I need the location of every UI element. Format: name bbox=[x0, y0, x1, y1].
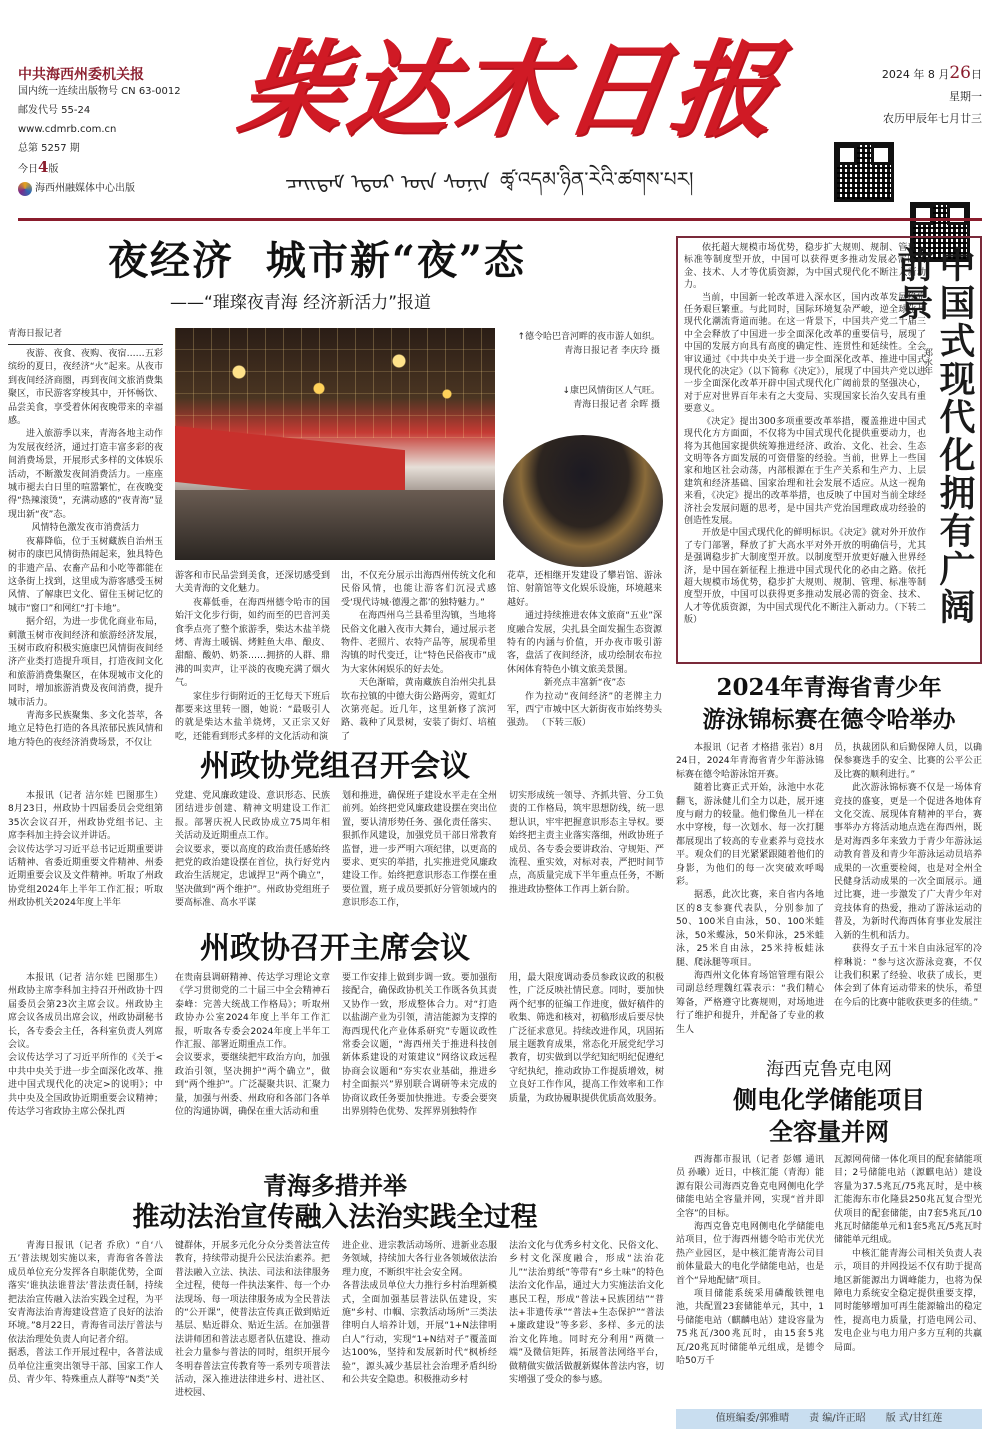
energy-kicker: 海西克鲁克电网 bbox=[766, 1059, 892, 1080]
date-prefix: 2024 年 8 月 bbox=[881, 68, 950, 81]
paragraph: 随着比赛正式开始，泳池中水花翻飞，游泳健儿们全力以赴，展开速度与耐力的较量。他们像鱼儿一样在水中穿梭，每一次划水、每一次打腿都展现出了较高的专业素养与竞技水平。观众们的目光紧紧跟随着他们的身影，为他们的每一次突破欢呼喝彩。 bbox=[676, 783, 824, 888]
paragraph: 进入旅游季以来，青海各地主动作为发展夜经济，通过打造丰富多彩的夜间消费场景，开展形式多样的文体娱乐活动，不断激发夜间消费活力。一座座城市褪去白日里的喧嚣繁忙，在夜晚变得“热辣滚烫”，充满动感的“夜青海”显现出新“夜”态。 bbox=[8, 429, 163, 520]
section-subhead: 新亮点丰富新“夜”态 bbox=[543, 678, 626, 689]
paragraph: 瓦源网荷储一体化项目的配套储能项目；2号储能电站（源麒电站）建设容量为37.5兆瓦/75兆瓦时，是中核汇能海东市化隆县250兆瓦复合型光伏项目的配套储能，由7套5兆瓦/10兆瓦时储能单元和1套5兆瓦/5兆瓦时储能单元组成。 bbox=[834, 1155, 982, 1246]
commentary-body bbox=[684, 242, 926, 627]
paragraph: 夜幕降临，位于玉树藏族自治州玉树市的康巴风情街热闹起来，独具特色的非遗产品、农畜产品和小吃等都能在这条街上找到，这里成为游客感受玉树风情、了解康巴文化、留住玉树记忆的城市“窗口”和网红“打卡地”。 bbox=[8, 536, 163, 614]
publisher-logo-icon bbox=[18, 182, 32, 196]
lead-byline: 青海日报记者 bbox=[8, 328, 163, 345]
paragraph: 在海西州乌兰县希里沟镇，当地将民俗文化融入夜市大舞台，通过展示老物件、老照片、农特产品等，展现希里沟镇的时代变迁，让“特色民俗夜市”成为大家休闲娱乐的好去处。 bbox=[341, 611, 496, 675]
lunar-date: 农历甲辰年七月廿三 bbox=[883, 112, 982, 125]
energy-col-1 bbox=[676, 1154, 824, 1369]
issue-number: 总第 5257 期 bbox=[18, 143, 80, 154]
lead-col-2 bbox=[175, 570, 330, 744]
editor-credits-bar bbox=[676, 1409, 982, 1429]
crowd bbox=[175, 490, 495, 560]
pages-prefix: 今日 bbox=[18, 164, 38, 175]
article-column: 用，最大限度调动委员参政议政的积极性，广泛反映社情民意。同时，要加快两个纪事的征编工作进度，做好稿件的收集、筛选和核对，初稿形成后要尽快广泛征求意见。持续改进作风，巩固拓展主题教育成果，常态化开展党纪学习教育，切实做到以学纪知纪明纪促遵纪守纪执纪，推动政协工作提质增效，树立良好工作作风，提高工作效率和工作质量，为政协履职提供优质高效服务。 bbox=[509, 973, 664, 1104]
swim-headline bbox=[676, 672, 982, 736]
article-column: 要工作安排上做到步调一致。要加强衔接配合，确保政协机关工作既各负其责又协作一致，形成整体合力。对“打造以盐湖产业为引领，清洁能源为支撑的海西现代化产业体系研究”专题议政性常委会议题，“海西州关于推进科技创新体系建设的对策建议”网络议政远程协商会议题和“夯实农业基础，推进乡村全面振兴”界别联合调研等未完成的协商议政任务要加快推进。专委会要突出界别特色优势、发挥界别独特作 bbox=[342, 973, 497, 1118]
paragraph: 据悉，此次比赛，来自省内各地区的8支参赛代表队，分别参加了50、100米自由泳，50、100米蛙泳，50米蝶泳，50米仰泳，25米蛙泳，25米自由泳，25米持板蛙泳腿、爬泳腿等项目。 bbox=[676, 890, 824, 968]
swim-col-1 bbox=[676, 742, 824, 1037]
paragraph: 当前，中国新一轮改革进入深水区，国内改革发展稳定任务艰巨繁重。与此同时，国际环境复杂严峻，逆全球化与现代化潮流背道而驰。在这一背景下，中国共产党二十届三中全会释放了中国进一步全面深化改革的重要信号，展现了中国的发展方向具有高度的确定性、连贯性和延续性。全会审议通过《中共中央关于进一步全面深化改革、推进中国式现代化的决定》（以下简称《决定》），展现了中国共产党以进一步全面深化改革开辟中国式现代化广阔前景的坚强决心，对于应对世界百年未有之大变局、实现国家长治久安具有重要意义。 bbox=[684, 292, 926, 415]
party-organ-label: 中共海西州委机关报 bbox=[18, 67, 144, 83]
article-column: 青海日报讯（记者 乔欣）“自‘八五’普法规划实施以来，青海省各普法成员单位充分发挥各自职能优势，全面落实‘谁执法谁普法’普法责任制，持续把法治宣传融入法治实践全过程，为平安青海法治青海建设营造了良好的法治环境。”8月22日，青海省司法厅普法与依法治理处负责人向记者介绍。 据悉，普法工作开展过程中，各普法成员单位注重突出领导干部、国家工作人员、青少年、特殊重点人群等“N类”关 bbox=[8, 1241, 163, 1386]
photo-caption-2 bbox=[500, 384, 660, 412]
commentary-title: 中国式现代化拥有广阔前景 bbox=[892, 246, 976, 626]
headline-line: 2024年青海省青少年 bbox=[716, 674, 942, 701]
paragraph: 依托超大规模市场优势，稳步扩大规则、规制、管理、标准等制度型开放，中国可以获得更多推动发展必需的资金、技术、人才等优质资源，为中国式现代化不断注入新动力。 bbox=[684, 243, 926, 291]
energy-headline bbox=[676, 1084, 982, 1148]
paragraph: 出，不仅充分展示出海西州传统文化和民俗风情，也能让游客们沉浸式感受‘现代诗城·德漫之都’的独特魅力。” bbox=[341, 571, 496, 608]
paragraph: 游客和市民品尝到美食，还深切感受到大美青海的文化魅力。 bbox=[175, 571, 330, 595]
legal-body bbox=[8, 1240, 664, 1401]
publisher-name: 海西州融媒体中心出版 bbox=[35, 183, 135, 194]
pages-suffix: 版 bbox=[48, 164, 59, 175]
issue-date bbox=[882, 62, 982, 86]
lead-subheadline: ——“璀璨夜青海 经济新活力”报道 bbox=[170, 293, 432, 313]
duty-editor: 值班编委/郭雅晴 bbox=[715, 1413, 790, 1424]
cppcc-party-body bbox=[8, 790, 664, 911]
paragraph: 此次游泳锦标赛不仅是一场体育竞技的盛宴，更是一个促进各地体育文化交流、展现体育精神的平台，赛事举办方将活动地点选在海西州，既是对海西多年来致力于青少年游泳运动教育普及和青少年游泳运动员培养成果的一次重要检阅，也是对全州全民健身活动成果的一次全面展示。通过比赛，进一步激发了广大青少年对竞技体育的热爱，推动了游泳运动的普及，为新时代海西体育事业发展注入新的生机和活力。 bbox=[834, 783, 982, 941]
paragraph: 花草，还相继开发建设了攀岩馆、游泳馆、射箭馆等文化娱乐设施，环境越来越好。 bbox=[507, 571, 662, 608]
section-subhead: 风情特色激发夜市消费活力 bbox=[31, 523, 140, 534]
pages-today bbox=[18, 158, 181, 179]
energy-col-2 bbox=[834, 1154, 982, 1355]
weekday: 星期一 bbox=[949, 90, 982, 103]
website-link[interactable]: www.cdmrb.com.cn bbox=[18, 124, 117, 135]
paragraph: 开放是中国式现代化的鲜明标识。《决定》就对外开放作了专门部署，释放了扩大高水平对外开放的明确信号，尤其是强调稳步扩大制度型开放。以制度型开放更好融入世界经济，是中国在新征程上推进中国式现代化的必由之路。依托超大规模市场优势，稳步扩大规则、规制、管理、标准等制度型开放，中国可以获得更多推动发展必需的资金、技术、人才等优质资源，为中国式现代化不断注入新动力。（下转二版） bbox=[684, 528, 926, 626]
paragraph: 通过持续推进农体文旅商“五业”深度融合发展，尖扎县全面发掘生态资源特有的内涵与价值，开办夜市吸引游客，盘活了夜间经济，成功绘制农布拉休闲体育特色小镇文旅美景图。 bbox=[507, 611, 662, 675]
masthead-rule bbox=[18, 218, 982, 221]
paragraph: 中核汇能青海公司相关负责人表示，项目的并网投运不仅有助于提高地区新能源出力调峰能力，也将为保障电力系统安全稳定提供重要支撑，同时能够增加可再生能源输出的稳定性，提高电力质量，打造电网公司、发电企业与电力用户多方互利的共赢局面。 bbox=[834, 1248, 982, 1353]
cppcc-chair-headline: 州政协召开主席会议 bbox=[200, 931, 470, 966]
qr-code-icon[interactable] bbox=[834, 142, 894, 202]
issn-number: 国内统一连续出版物号 CN 63-0012 bbox=[18, 86, 181, 97]
paragraph: 作为拉动“夜间经济”的老牌主力军，西宁市城中区大新街夜市始终势头强劲。 （下转三版） bbox=[507, 691, 662, 729]
article-column: 本报讯（记者 洁尔娃 巴图那生）8月23日，州政协十四届委员会党组第35次会议召开，州政协党组书记、主席李科加主持会议并讲话。 会议传达学习习近平总书记近期重要讲话精神、省委近期重要文件精神、州委近期重要会议及文件精神。听取了州政协党组2024年上半年工作汇报；听取州政协机关2024年度上半年 bbox=[8, 791, 163, 909]
layout-designer: 版 式/甘红莲 bbox=[885, 1413, 943, 1424]
article-column: 本报讯（记者 洁尔娃 巴图那生）州政协主席李科加主持召开州政协十四届委员会第23次主席会议。州政协主席会议各成员出席会议，州政协副秘书长，各专委会主任，各科室负责人列席会议。 会议传达学习了习近平所作的《关于<中共中央关于进一步全面深化改革、推进中国式现代化的决定>的说明》；中共中央及全国政协近期重要会议精神；传达学习省政协主席公保扎西 bbox=[8, 973, 163, 1118]
caption-credit: 青海日报记者 余晖 摄 bbox=[573, 400, 660, 410]
paragraph: 家住步行街附近的王忆每天下班后都要来这里转一圈，她说：“最吸引人的就是柴达木盐羊烧烤，又正宗又好吃，还能看到形式多样的文化活动和演 bbox=[175, 691, 330, 742]
article-column: 进企业、进宗教活动场所、进新业态服务领域，持续加大各行业各领域依法治理力度，不断织牢社会安全网。 各普法成员单位大力推行乡村治理新模式，全面加强基层普法队伍建设，实施“乡村、巾帼、宗教活动场所”三类法律明白人培养计划，开展“1+N法律明白人”行动，实现“1+N结对子”覆盖面达100%，坚持和发展新时代“枫桥经验”，源头减少基层社会治理矛盾纠纷和公共安全隐患。积极推动乡村 bbox=[342, 1241, 497, 1386]
headline-line: 侧电化学储能项目 bbox=[733, 1085, 925, 1114]
cppcc-chair-body bbox=[8, 972, 664, 1119]
caption-text: ↑德令哈巴音河畔的夜市游人如织。 bbox=[517, 332, 660, 342]
article-column: 党建、党风廉政建设、意识形态、民族团结进步创建、精神文明建设工作汇报。部署庆祝人民政协成立75周年相关活动及近期重点工作。 会议要求，要以高度的政治责任感始终把党的政治建设摆在首位，执行好党内政治生活规定，忠诚捍卫“两个确立”，坚决做到“两个维护”。州政协党组班子要高标准、高水平谋 bbox=[175, 791, 330, 909]
article-column: 键群体，开展多元化分众分类普法宣传教育，持续带动提升公民法治素养。把普法融入立法、执法、司法和法律服务全过程，使每一件执法案件、每一个办法现场、每一项法律服务成为全民普法的“公开课”，使普法宣传真正做到贴近基层、贴近群众、贴近生活。在加强普法讲师团和普法志愿者队伍建设、推动社会力量参与普法的同时，组织开展今冬明春普法宣传教育等一系列专项普法活动，深入推进法律进乡村、进社区、进校园、 bbox=[175, 1241, 330, 1399]
commentary-author: 郑永年 bbox=[922, 348, 932, 375]
paragraph: 据介绍，为进一步优化商业布局，刺激玉树市夜间经济和旅游经济发展，玉树市政府积极实施康巴风情街夜间经济产业类打造提升项目，打造夜间文化和旅游消费集聚区，在体现城市文化的同时，增加旅游消费及夜间消费，提升城市活力。 bbox=[8, 617, 163, 708]
paragraph: 本报讯（记者 才格措 张岩）8月24日，2024年青海省青少年游泳锦标赛在德令哈游泳馆开赛。 bbox=[676, 743, 824, 780]
article-column: 法治文化与优秀乡村文化、民俗文化、乡村文化深度融合，形成“法治花儿”“法治剪纸”等带有“乡土味”的特色法治文化作品，通过大力实施法治文化惠民工程，形成“普法+民族团结”“普法+非遗传承”“普法+生态保护”“普法+廉政建设”等多彩、多样、多元的法治文化阵地。同时充分利用“两微一端”及微信矩阵，拓展普法网络平台，做精做实做活做靓新媒体普法内容，切实增强了受众的参与感。 bbox=[509, 1241, 664, 1386]
article-column: 在贵南县调研精神、传达学习理论文章《学习贯彻党的二十届三中全会精神石泰峰：完善大统战工作格局》；听取州政协办公室2024年度上半年工作汇报，听取各专委会2024年度上半年工作汇报、部署近期重点工作。 会议要求，要继续把牢政治方向，加强政治引领，坚决拥护“两个确立”，做到“两个维护”。广泛凝聚共识、汇聚力量，加强与州委、州政府和各部门各单位的沟通协调，确保在重大活动和重 bbox=[175, 973, 330, 1118]
caption-text: ↓康巴风情街区人气旺。 bbox=[562, 386, 660, 396]
paragraph: 海西州文化体育场馆管理有限公司副总经理魏红霖表示：“我们精心筹备，严格遵守比赛规则，对场地进行了维护和提升，并配备了专业的救生人 bbox=[676, 970, 824, 1035]
headline-line: 游泳锦标赛在德令哈举办 bbox=[702, 706, 956, 733]
kangba-street-photo bbox=[500, 432, 666, 570]
paragraph: 夜游、夜食、夜购、夜宿……五彩缤纷的夏日，夜经济“火”起来。从夜市到夜间经济商圈，再到夜间文旅消费集聚区，市民游客穿梭其中，开怀畅饮、品尝美食，享受着休闲夜晚带来的幸福感。 bbox=[8, 349, 163, 427]
headline-line: 全容量并网 bbox=[769, 1117, 889, 1146]
publisher bbox=[18, 179, 181, 198]
copy-editor: 责 编/许正昭 bbox=[809, 1413, 866, 1424]
paragraph: 员，执裁团队和后勤保障人员，以确保参赛选手的安全、比赛的公平公正及比赛的顺利进行。” bbox=[834, 743, 982, 780]
mongolian-title: ᠴᠠᠢᠳᠠᠮ ᠡᠳᠦᠷ ᠦᠨ ᠰᠣᠨᠢᠨ bbox=[285, 170, 490, 194]
masthead-meta bbox=[18, 82, 181, 198]
pages-number: 4 bbox=[38, 158, 49, 176]
paragraph: 夜幕低垂，在海西州德令哈市的国始汗文化步行街，如约而至的巴音河美食季点亮了整个旅游季，柴达木盐羊烧烤、青海土暖锅、烤鲑鱼大串、酿皮、甜醅、酸奶、奶茶……拥挤的人群、鼎沸的叫卖声，让平淡的夜晚充满了烟火气。 bbox=[175, 597, 330, 689]
article-column: 切实形成统一领导、齐抓共管、分工负责的工作格局，筑牢思想防线，统一思想认识，牢牢把握意识形态主导权。要始终把主责主业落实落细，州政协班子成员、各专委会要讲政治、守规矩、严流程、重实效，对标对表，严把时间节点，高质量完成下半年重点任务，不断推进政协整体工作再上新台阶。 bbox=[509, 791, 664, 895]
newspaper-logo: 柴达木日报 bbox=[231, 28, 789, 151]
lead-headline: 夜经济 城市新“夜”态 bbox=[108, 237, 526, 284]
headline-line: 推动法治宣传融入法治实践全过程 bbox=[132, 1202, 538, 1233]
paragraph: 《决定》提出300多项重要改革举措，覆盖推进中国式现代化方方面面，不仅将为中国式现代化提供重要动力，也将为其他国家提供统筹推进经济、政治、文化、社会、生态文明等各方面发展的可资借鉴的经验。当前，世界上一些国家和地区社会动荡，内部根源在于生产关系和生产力、上层建筑和经济基础、国家治理和社会发展不适应。从这一视角来看，《决定》提出的改革举措，也反映了中国对当前全球经济社会发展问题的思考，是中国共产党治国理政成功经验的创造性发展。 bbox=[684, 416, 926, 526]
article-column: 划和推进，确保班子建设水平走在全州前列。始终把党风廉政建设摆在突出位置，要认清形势任务、强化责任落实、狠抓作风建设，加强党员干部日常教育监督，进一步严明六项纪律，以更高的要求、更实的举措，扎实推进党风廉政建设工作。始终把意识形态工作摆在重要位置，班子成员要抓好分管领域内的意识形态工作， bbox=[342, 791, 497, 909]
tibetan-title: ཚྭ་འདམ་ཉིན་རེའི་ཚགས་པར། bbox=[500, 167, 694, 191]
paragraph: 西海都市报讯（记者 彭娜 通讯员 孙曦）近日，中核汇能（青海）能源有限公司海西克鲁克电网侧电化学储能电站全容量并网，实现“首并即全容”的目标。 bbox=[676, 1155, 824, 1219]
date-day: 26 bbox=[949, 63, 971, 83]
lead-col-3 bbox=[341, 570, 496, 744]
headline-line: 青海多措并举 bbox=[263, 1171, 407, 1200]
cppcc-party-headline: 州政协党组召开会议 bbox=[200, 749, 470, 784]
photo-caption-1 bbox=[500, 330, 660, 358]
lead-col-1 bbox=[8, 348, 163, 750]
paragraph: 青海多民族聚集、多文化荟萃，各地立足特色打造的各具浓郁民族风情和地方特色的夜经济消费场景，不仅让 bbox=[8, 710, 163, 748]
postal-code: 邮发代号 55-24 bbox=[18, 105, 91, 116]
swim-col-2 bbox=[834, 742, 982, 1010]
paragraph: 海西克鲁克电网侧电化学储能电站项目，位于海西州德令哈市光伏光热产业园区，是中核汇能青海公司目前体量最大的电化学储能电站，也是首个“异地配储”项目。 bbox=[676, 1222, 824, 1286]
paragraph: 获得女子五十米自由泳冠军的冷梓琳说：“参与这次游泳竞赛，不仅让我们积累了经验、收获了成长，更体会到了体育运动带来的快乐，希望在今后的比赛中能收获更多的佳绩。” bbox=[834, 944, 982, 1008]
caption-credit: 青海日报记者 李庆玲 摄 bbox=[564, 346, 660, 356]
lead-col-4 bbox=[507, 570, 662, 731]
string-lights bbox=[175, 328, 495, 438]
paragraph: 项目储能系统采用磷酸铁锂电池，共配置23套储能单元，其中，1号储能电站（麒麟电站）建设容量为75兆瓦/300兆瓦时，由15套5兆瓦/20兆瓦时储能单元组成，是德令哈50万千 bbox=[676, 1289, 824, 1367]
commentary-box bbox=[676, 236, 982, 664]
night-market-photo bbox=[175, 328, 495, 560]
date-suffix: 日 bbox=[971, 68, 982, 81]
paragraph: 天色渐暗，黄南藏族自治州尖扎县坎布拉镇的中德大街公路两旁，霓虹灯次第亮起。近几年，这里新修了滨河路、栽种了风景树，安装了街灯、培植了 bbox=[341, 678, 496, 742]
legal-headline bbox=[0, 1170, 670, 1234]
date-block bbox=[882, 62, 982, 130]
